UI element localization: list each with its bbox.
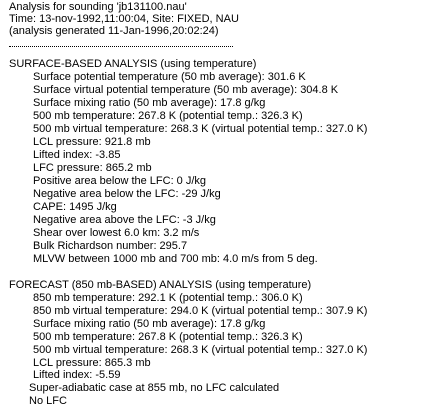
forecast-line: 850 mb virtual temperature: 294.0 K (virtual potential temp.: 307.9 K) bbox=[33, 305, 368, 317]
surface-line: CAPE: 1495 J/kg bbox=[33, 201, 117, 213]
surface-line: Surface potential temperature (50 mb average): 301.6 K bbox=[33, 71, 306, 83]
surface-line: LFC pressure: 865.2 mb bbox=[33, 162, 152, 174]
surface-line: 500 mb virtual temperature: 268.3 K (virtual potential temp.: 327.0 K) bbox=[33, 123, 368, 135]
surface-line: Shear over lowest 6.0 km: 3.2 m/s bbox=[33, 227, 200, 239]
surface-line: LCL pressure: 921.8 mb bbox=[33, 136, 151, 148]
generated-line: (analysis generated 11-Jan-1996,20:02:24) bbox=[9, 25, 219, 37]
surface-line: Positive area below the LFC: 0 J/kg bbox=[33, 175, 207, 187]
surface-line: Negative area above the LFC: -3 J/kg bbox=[33, 214, 216, 226]
surface-line: Bulk Richardson number: 295.7 bbox=[33, 240, 188, 252]
surface-line: Surface mixing ratio (50 mb average): 17.8 g/kg bbox=[33, 97, 266, 109]
forecast-line: Surface mixing ratio (50 mb average): 17.8 g/kg bbox=[33, 318, 266, 330]
forecast-line: LCL pressure: 865.3 mb bbox=[33, 357, 151, 369]
forecast-line: 500 mb temperature: 267.8 K (potential temp.: 326.3 K) bbox=[33, 331, 303, 343]
forecast-section-heading: FORECAST (850 mb-BASED) ANALYSIS (using temperature) bbox=[9, 279, 312, 291]
time-site-line: Time: 13-nov-1992,11:00:04, Site: FIXED, NAU bbox=[9, 13, 239, 25]
surface-section-heading: SURFACE-BASED ANALYSIS (using temperature) bbox=[9, 58, 257, 70]
header-divider bbox=[9, 46, 233, 47]
surface-line: Negative area below the LFC: -29 J/kg bbox=[33, 188, 221, 200]
surface-line: Surface virtual potential temperature (50 mb average): 304.8 K bbox=[33, 84, 339, 96]
no-lfc-note: No LFC bbox=[29, 395, 67, 407]
forecast-line: 850 mb temperature: 292.1 K (potential temp.: 306.0 K) bbox=[33, 292, 303, 304]
surface-line: MLVW between 1000 mb and 700 mb: 4.0 m/s from 5 deg. bbox=[33, 253, 318, 265]
surface-line: Lifted index: -3.85 bbox=[33, 149, 121, 161]
analysis-title: Analysis for sounding 'jb131100.nau' bbox=[9, 1, 187, 13]
surface-line: 500 mb temperature: 267.8 K (potential temp.: 326.3 K) bbox=[33, 110, 303, 122]
super-adiabatic-note: Super-adiabatic case at 855 mb, no LFC calculated bbox=[29, 382, 280, 394]
forecast-line: Lifted index: -5.59 bbox=[33, 369, 121, 381]
forecast-line: 500 mb virtual temperature: 268.3 K (virtual potential temp.: 327.0 K) bbox=[33, 344, 368, 356]
